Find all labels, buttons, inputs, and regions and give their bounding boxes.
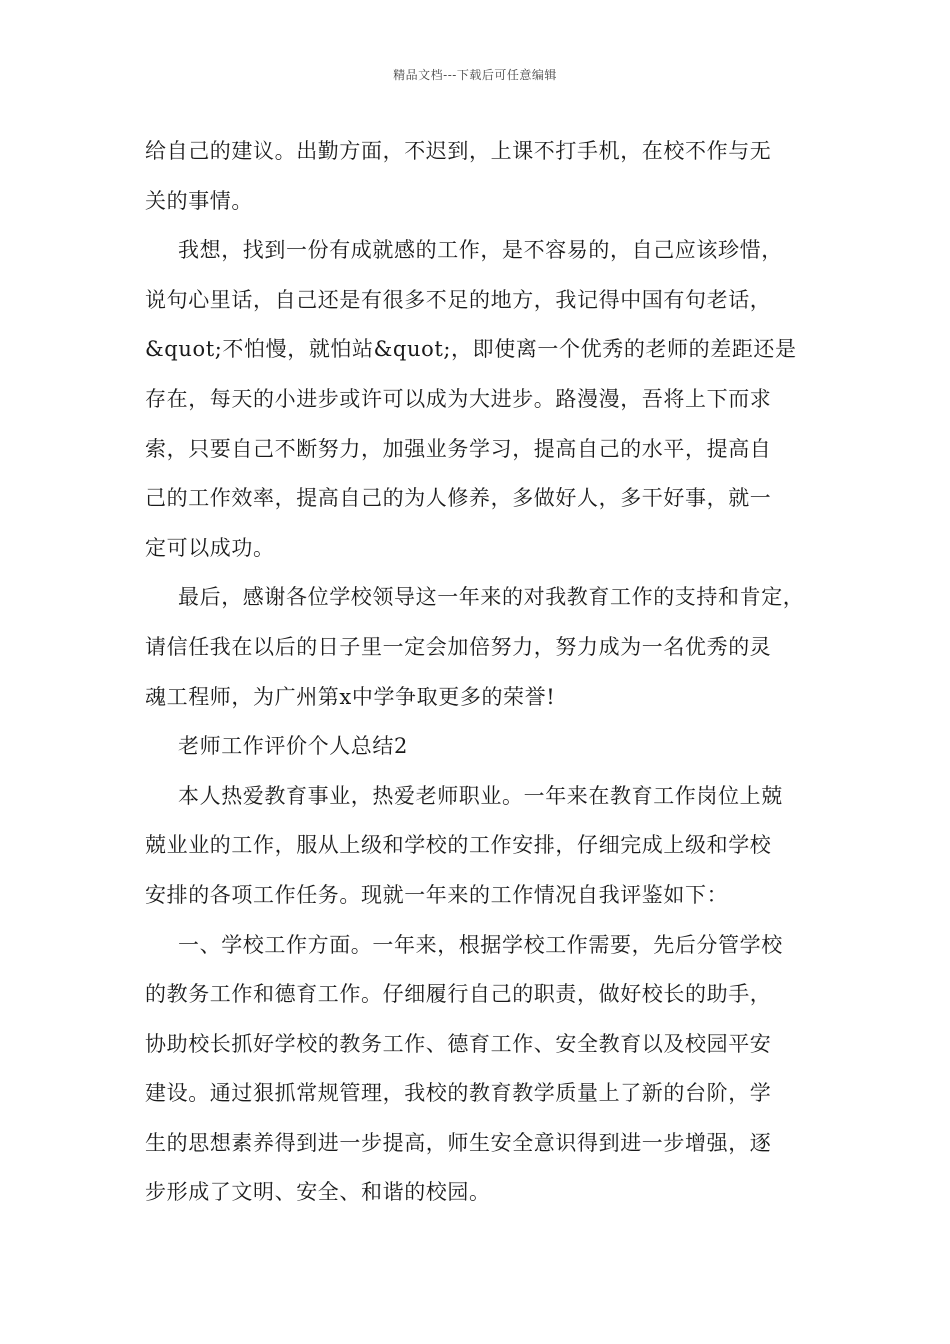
- text-line: 一、学校工作方面。一年来，根据学校工作需要，先后分管学校: [178, 932, 783, 957]
- text-line: 的教务工作和德育工作。仔细履行自己的职责，做好校长的助手，: [145, 982, 772, 1007]
- text-line: 说句心里话，自己还是有很多不足的地方，我记得中国有句老话，: [145, 287, 772, 312]
- text-line: 关的事情。: [145, 188, 253, 213]
- text-line: 我想，找到一份有成就感的工作，是不容易的，自己应该珍惜，: [178, 238, 783, 263]
- text-line: 生的思想素养得到进一步提高，师生安全意识得到进一步增强，逐: [145, 1130, 772, 1155]
- page-header: 精品文档---下载后可任意编辑: [393, 68, 557, 82]
- text-line: 协助校长抓好学校的教务工作、德育工作、安全教育以及校园平安: [145, 1031, 772, 1056]
- text-line: 给自己的建议。出勤方面，不迟到，上课不打手机，在校不作与无: [145, 139, 772, 163]
- text-line: 请信任我在以后的日子里一定会加倍努力，努力成为一名优秀的灵: [145, 634, 772, 659]
- text-line: 安排的各项工作任务。现就一年来的工作情况自我评鉴如下：: [145, 882, 729, 907]
- text-line: &quot;不怕慢，就怕站&quot;，即使离一个优秀的老师的差距还是: [145, 337, 797, 362]
- text-line: 存在，每天的小进步或许可以成为大进步。路漫漫，吾将上下而求: [145, 386, 772, 411]
- text-line: 索，只要自己不断努力，加强业务学习，提高自己的水平，提高自: [145, 436, 772, 461]
- text-line: 最后，感谢各位学校领导这一年来的对我教育工作的支持和肯定，: [178, 585, 805, 610]
- text-line: 本人热爱教育事业，热爱老师职业。一年来在教育工作岗位上兢: [178, 783, 783, 808]
- text-line: 魂工程师，为广州第x中学争取更多的荣誉!: [145, 684, 556, 709]
- text-line: 定可以成功。: [145, 535, 275, 560]
- text-line: 兢业业的工作，服从上级和学校的工作安排，仔细完成上级和学校: [145, 833, 772, 858]
- document-body: [145, 127, 810, 1218]
- text-line: 步形成了文明、安全、和谐的校园。: [145, 1180, 491, 1205]
- text-line: 建设。通过狠抓常规管理，我校的教育教学质量上了新的台阶，学: [145, 1081, 772, 1106]
- text-line: 己的工作效率，提高自己的为人修养，多做好人，多干好事，就一: [145, 486, 772, 511]
- text-line: 老师工作评价个人总结2: [178, 734, 408, 759]
